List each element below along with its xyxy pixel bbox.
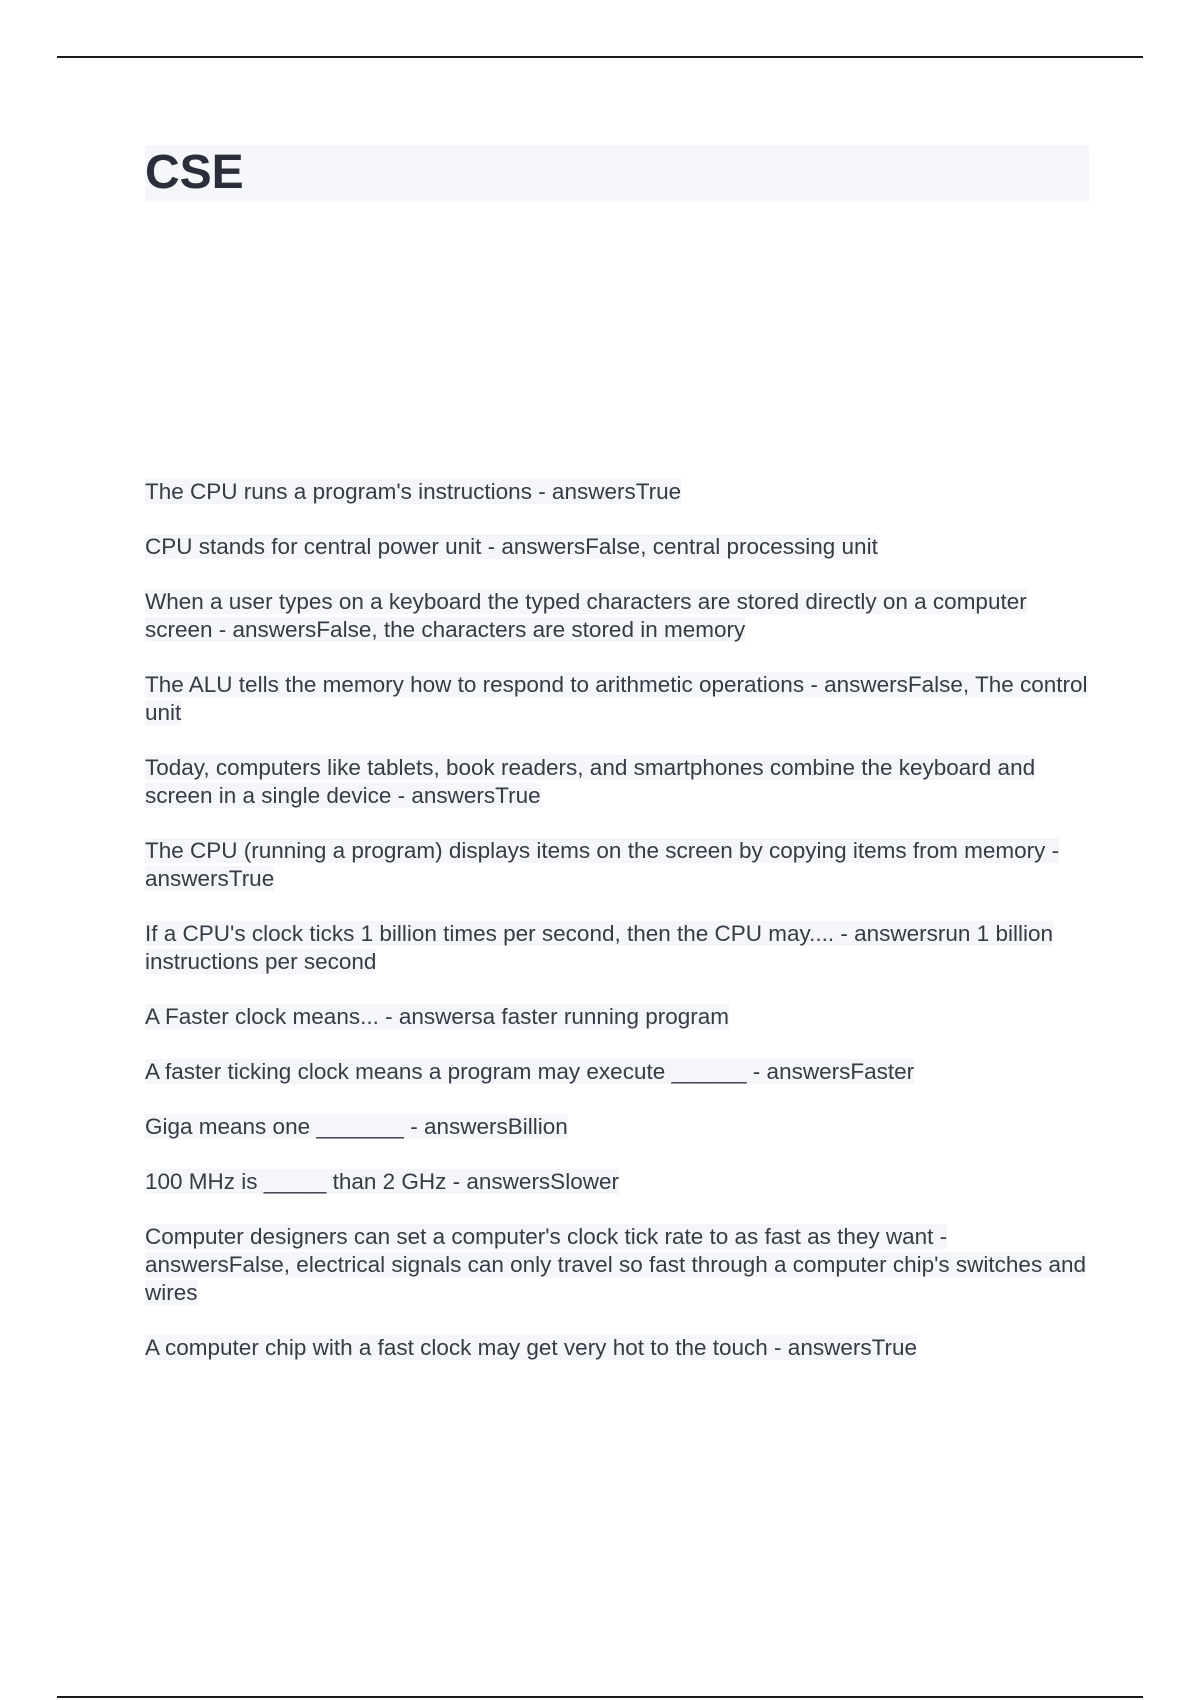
qa-item [145, 754, 1090, 810]
qa-text: Today, computers like tablets, book readers, and smartphones combine the keyboard and screen in a single device - answersTrue [145, 755, 1036, 808]
qa-list [145, 478, 1090, 1389]
qa-item [145, 671, 1090, 727]
qa-text: When a user types on a keyboard the typed characters are stored directly on a computer screen - answersFalse, the characters are stored in memory [145, 589, 1027, 642]
qa-text: 100 MHz is _____ than 2 GHz - answersSlower [145, 1169, 619, 1194]
qa-item [145, 837, 1090, 893]
qa-item [145, 533, 1090, 561]
title-band [145, 145, 1089, 202]
qa-text: A computer chip with a fast clock may get very hot to the touch - answersTrue [145, 1335, 918, 1360]
qa-item [145, 588, 1090, 644]
qa-text: The CPU runs a program's instructions - answersTrue [145, 479, 682, 504]
top-rule [57, 56, 1143, 58]
qa-text: The CPU (running a program) displays items on the screen by copying items from memory - answersTrue [145, 838, 1060, 891]
qa-item [145, 1223, 1090, 1307]
qa-text: Giga means one _______ - answersBillion [145, 1114, 568, 1139]
qa-item [145, 1113, 1090, 1141]
qa-text: A Faster clock means... - answersa faster running program [145, 1004, 729, 1029]
qa-text: The ALU tells the memory how to respond to arithmetic operations - answersFalse, The control unit [145, 672, 1088, 725]
qa-item [145, 1334, 1090, 1362]
qa-item [145, 920, 1090, 976]
page-title: CSE [145, 146, 244, 199]
qa-text: If a CPU's clock ticks 1 billion times per second, then the CPU may.... - answersrun 1 billion instructions per second [145, 921, 1053, 974]
qa-item [145, 1003, 1090, 1031]
qa-item [145, 1168, 1090, 1196]
qa-text: CPU stands for central power unit - answersFalse, central processing unit [145, 534, 878, 559]
qa-item [145, 478, 1090, 506]
qa-text: Computer designers can set a computer's clock tick rate to as fast as they want - answersFalse, electrical signals can only travel so fast through a computer chip's switches and wires [145, 1224, 1086, 1305]
qa-text: A faster ticking clock means a program may execute ______ - answersFaster [145, 1059, 915, 1084]
bottom-rule [57, 1696, 1143, 1698]
qa-item [145, 1058, 1090, 1086]
